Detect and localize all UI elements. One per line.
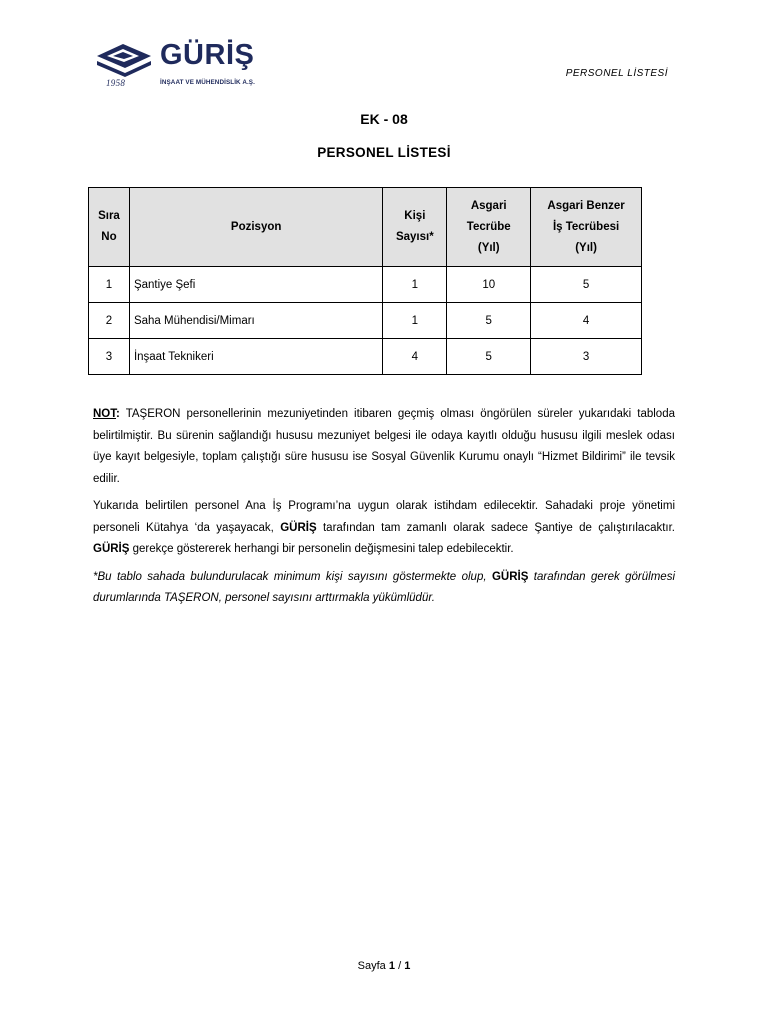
note-text: TAŞERON personellerinin mezuniyetinden itibaren geçmiş olması öngörülen süreler yukarıdaki tabloda belirtilmiştir. Bu sürenin sağlandığı hususu mezuniyet belgesi ile odaya kayıtlı olduğu hususu ilgili meslek odası üye kayıt belgesiyle, toplam çalıştığı süre hususu ise Sosyal Güvenlik Kurumu onaylı “Hizmet Bildirimi” ile tevsik edilir.	[93, 408, 675, 485]
paragraph-text: tarafından tam zamanlı olarak sadece Şantiye de çalıştırılacaktır.	[316, 521, 675, 534]
page-current: 1	[388, 960, 395, 972]
personnel-table	[88, 187, 642, 375]
cell-kisi-sayisi: 4	[383, 339, 447, 375]
header-line: Tecrübe	[466, 220, 511, 233]
cell-kisi-sayisi: 1	[383, 267, 447, 303]
column-header-asgari-benzer-is-tecrubesi	[531, 188, 642, 267]
company-name: GÜRİŞ	[93, 543, 130, 555]
logo-name: GÜRİŞ	[160, 39, 255, 71]
table-row	[89, 267, 642, 303]
header-line: Pozisyon	[230, 220, 282, 233]
header-line: (Yıl)	[477, 241, 500, 254]
guris-logo-icon	[93, 42, 155, 78]
paragraph-text: Yukarıda belirtilen personel Ana İş Programı’na uygun olarak istihdam edilecektir. Sahadaki proje yönetimi personeli Kütahya ‘da yaşayacak,	[93, 500, 675, 534]
company-logo	[93, 39, 263, 90]
cell-pozisyon: Şantiye Şefi	[129, 267, 382, 303]
footnote-text: tarafından gerek görülmesi durumlarında TAŞERON, personel sayısını arttırmakla yükümlüdür.	[93, 570, 675, 604]
column-header-kisi-sayisi	[383, 188, 447, 267]
header-line: Sıra	[98, 210, 120, 222]
table-row	[89, 339, 642, 375]
cell-asgari-benzer-is-tecrubesi: 4	[531, 303, 642, 339]
header-line: (Yıl)	[575, 241, 597, 254]
page-separator: /	[398, 960, 402, 972]
note-label: NOT	[93, 408, 116, 420]
page-label: Sayfa	[357, 960, 386, 972]
paragraph-text: gerekçe göstererek herhangi bir personelin değişmesini talep edebilecektir.	[129, 543, 514, 555]
cell-sira-no: 3	[89, 339, 130, 375]
footnote-text: *Bu tablo sahada bulundurulacak minimum kişi sayısını göstermekte olup,	[93, 570, 492, 583]
cell-asgari-benzer-is-tecrubesi: 5	[531, 267, 642, 303]
column-header-pozisyon	[129, 188, 382, 267]
page-footer	[0, 960, 768, 972]
document-title: PERSONEL LİSTESİ	[317, 145, 451, 160]
header-line: No	[101, 231, 117, 243]
header-line: Sayısı*	[395, 231, 434, 243]
cell-sira-no: 2	[89, 303, 130, 339]
footnote-paragraph	[93, 567, 675, 610]
cell-asgari-tecrube: 10	[447, 267, 531, 303]
cell-asgari-tecrube: 5	[447, 339, 531, 375]
company-name: GÜRİŞ	[280, 521, 317, 534]
company-name: GÜRİŞ	[491, 570, 529, 583]
header-line: Asgari	[470, 199, 507, 212]
table-header-row	[89, 188, 642, 267]
cell-asgari-benzer-is-tecrubesi: 3	[531, 339, 642, 375]
header-line: İş Tecrübesi	[552, 220, 620, 233]
cell-kisi-sayisi: 1	[383, 303, 447, 339]
page-total: 1	[404, 960, 411, 972]
cell-pozisyon: Saha Mühendisi/Mimarı	[129, 303, 382, 339]
table-row	[89, 303, 642, 339]
document-code: EK - 08	[360, 111, 408, 127]
logo-year: 1958	[106, 78, 126, 88]
header-line: Asgari Benzer	[547, 199, 625, 212]
column-header-asgari-tecrube	[447, 188, 531, 267]
column-header-sira-no	[89, 188, 130, 267]
cell-sira-no: 1	[89, 267, 130, 303]
cell-asgari-tecrube: 5	[447, 303, 531, 339]
header-document-label: PERSONEL LİSTESİ	[565, 68, 668, 79]
note-colon: :	[116, 408, 120, 420]
notes-section	[93, 404, 675, 616]
note-paragraph	[93, 404, 675, 490]
cell-pozisyon: İnşaat Teknikeri	[129, 339, 382, 375]
staffing-paragraph	[93, 496, 675, 561]
logo-subtitle: İNŞAAT VE MÜHENDİSLİK A.Ş.	[160, 79, 255, 86]
header-line: Kişi	[404, 210, 426, 222]
